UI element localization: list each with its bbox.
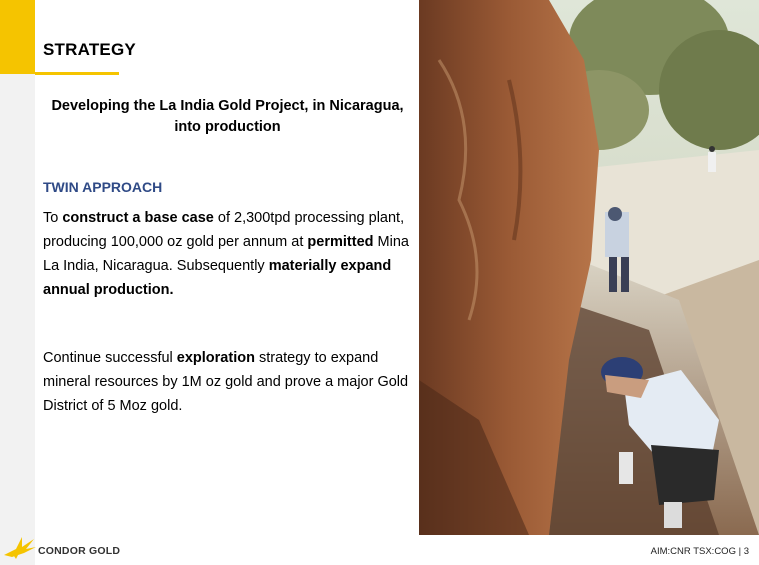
p2-bold-1: exploration	[176, 350, 255, 366]
paragraph-exploration	[43, 346, 413, 418]
trench-photo	[419, 0, 759, 535]
paragraph-base-case	[43, 206, 413, 302]
p2-text-1: Continue successful	[43, 350, 177, 366]
section-heading: TWIN APPROACH	[43, 179, 163, 195]
p1-text-3: Mina La India, Nicaragua. Subsequently	[43, 234, 409, 274]
condor-gold-logo	[2, 533, 38, 561]
subtitle-line-1: Developing the La India Gold Project, in Nicaragua,	[51, 98, 404, 114]
subtitle-line-2: into production	[174, 119, 281, 135]
p1-text-2: of 2,300tpd processing plant, producing 100,000 oz gold per annum at	[43, 210, 405, 250]
accent-bar	[0, 0, 35, 74]
slide-subtitle	[35, 96, 420, 138]
p2-text-2: strategy to expand mineral resources by 1M oz gold and prove a major Gold District of 5 Moz gold.	[43, 350, 409, 414]
p1-bold-3: materially expand annual production.	[43, 258, 392, 298]
title-underline	[35, 72, 119, 75]
p1-bold-1: construct a base case	[62, 210, 214, 226]
ticker-page-number: AIM:CNR TSX:COG | 3	[650, 546, 749, 557]
left-margin-strip	[0, 0, 35, 565]
brand-name: CONDOR GOLD	[38, 545, 121, 557]
p1-bold-2: permitted	[307, 234, 374, 250]
slide-title: STRATEGY	[43, 40, 136, 59]
p1-text-1: To	[43, 210, 63, 226]
